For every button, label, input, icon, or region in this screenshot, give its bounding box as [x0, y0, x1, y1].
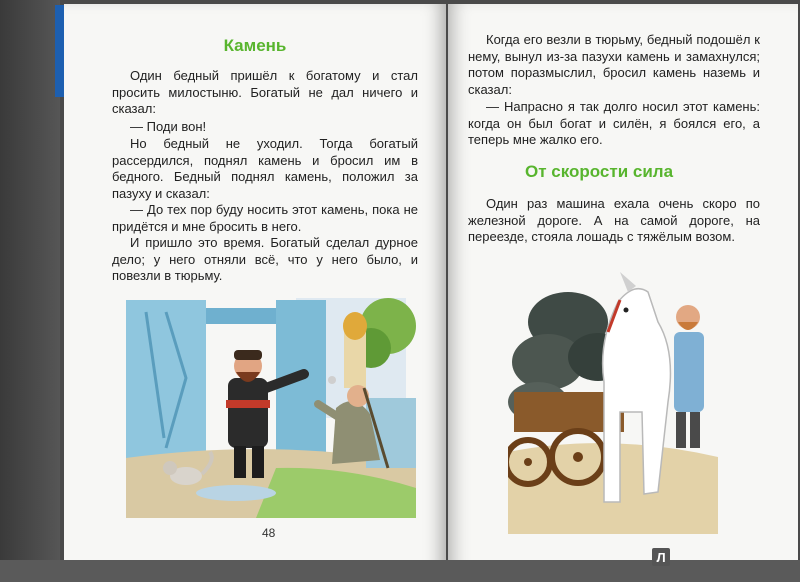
paragraph: И пришло это время. Богатый сделал дурное дело; у него отняли всё, что у него было, и повезли в тюрьму.: [112, 235, 418, 284]
illustration-rich-and-poor: [126, 288, 416, 518]
paragraph: Когда его везли в тюрьму, бедный подошёл к нему, вынул из-за пазухи камень и замахнулся; потом поразмыслил, бросил камень наземь и сказал:: [468, 32, 760, 97]
left-page: [64, 4, 446, 572]
illustration-horse-cart: [508, 262, 718, 534]
paragraph: Один раз машина ехала очень скоро по железной дороге. А на самой дороге, на переезде, стояла лошадь с тяжёлым возом.: [468, 196, 760, 245]
watermark-logo-icon: Л: [652, 548, 670, 566]
watermark: [652, 548, 670, 566]
right-page: [448, 4, 798, 572]
story-title-stone: Камень: [223, 36, 287, 55]
book-cover-edge: [0, 0, 60, 582]
paragraph: Но бедный не уходил. Тогда богатый рассердился, поднял камень и бросил им в бедного. Бедный поднял камень, положил за пазуху и сказал:: [112, 136, 418, 201]
book-bottom-edge: [0, 560, 800, 582]
story-title-speed: От скорости сила: [524, 162, 674, 181]
paragraph: — Поди вон!: [130, 119, 207, 134]
paragraph: — До тех пор буду носить этот камень, пока не придётся и мне бросить в него.: [112, 202, 418, 234]
paragraph: — Напрасно я так долго носил этот камень: когда он был богат и силён, я боялся его, а теперь мне жалко его.: [468, 99, 760, 148]
paragraph: Один бедный пришёл к богатому и стал просить милостыню. Богатый не дал ничего и сказал:: [112, 68, 418, 117]
page-number: 48: [262, 526, 276, 540]
